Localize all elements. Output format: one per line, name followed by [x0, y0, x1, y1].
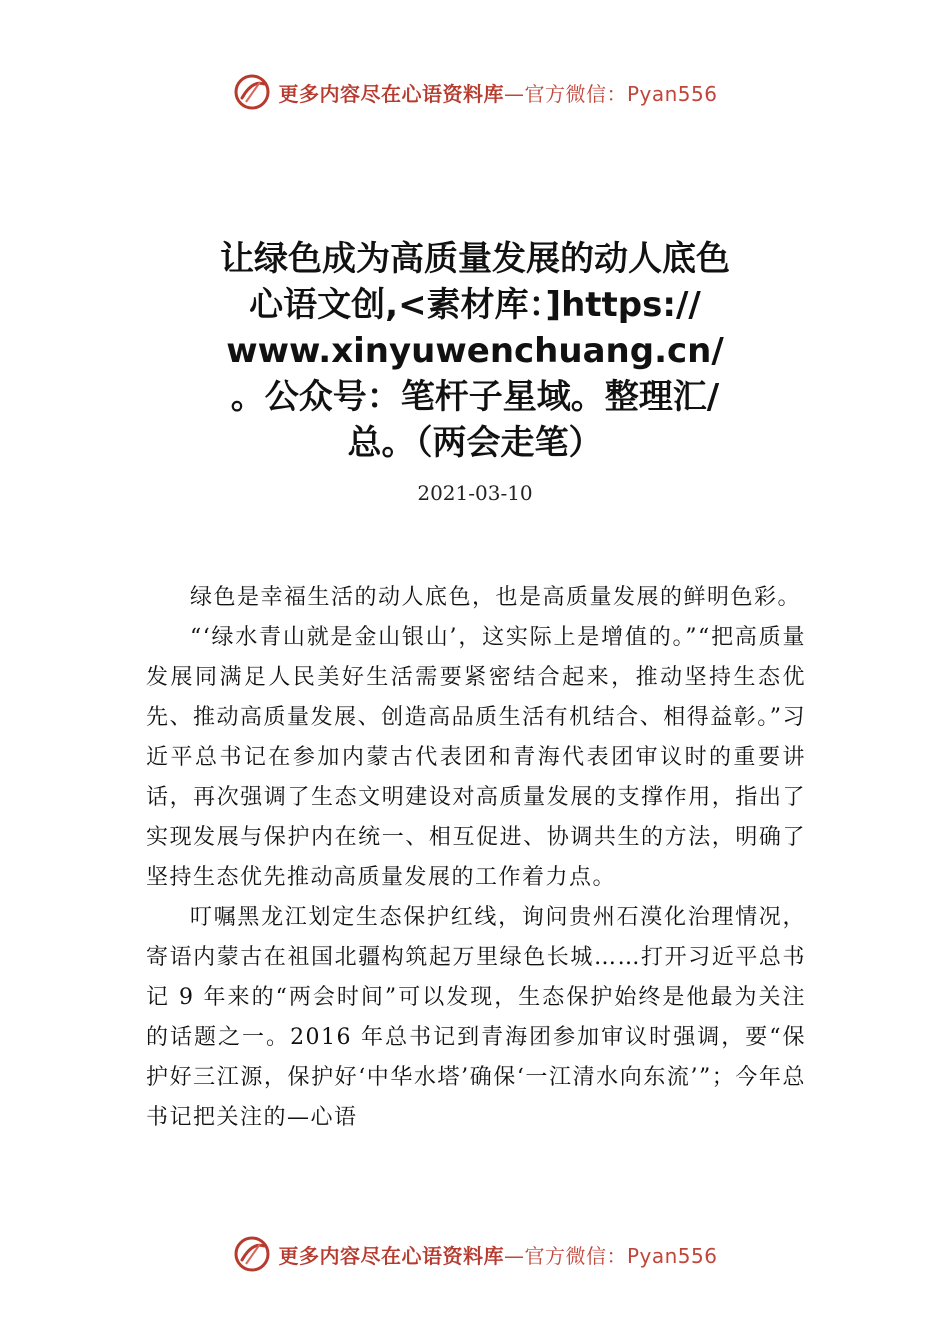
footer-banner-contact: —官方微信：Pyan556: [503, 1243, 718, 1268]
title-line: 心语文创,<素材库：]https://: [249, 285, 701, 325]
document-title: [150, 236, 800, 466]
header-banner: [0, 70, 950, 114]
publish-date: 2021-03-10: [417, 481, 533, 505]
title-line: www.xinyuwenchuang.cn/: [226, 331, 724, 371]
paragraph: 绿色是幸福生活的动人底色，也是高质量发展的鲜明色彩。: [190, 585, 802, 610]
header-banner-contact: —官方微信：Pyan556: [503, 81, 718, 106]
footer-banner-text: 更多内容尽在心语资料库: [278, 1243, 504, 1268]
brand-logo-icon: [232, 1234, 272, 1274]
title-line: 总。（两会走笔）: [347, 423, 603, 463]
header-banner-text: 更多内容尽在心语资料库: [278, 81, 504, 106]
brand-logo-icon: [232, 72, 272, 112]
paragraph: “‘绿水青山就是金山银山’，这实际上是增值的。”“把高质量发展同满足人民美好生活需要紧密结合起来，推动坚持生态优先、推动高质量发展、创造高品质生活有机结合、相得益彰。”习近平总书记在参加内蒙古代表团和青海代表团审议时的重要讲话，再次强调了生态文明建设对高质量发展的支撑作用，指出了实现发展与保护内在统一、相互促进、协调共生的方法，明确了坚持生态优先推动高质量发展的工作着力点。: [146, 625, 806, 890]
article-body: [146, 578, 806, 1138]
title-line: 让绿色成为高质量发展的动人底色: [220, 239, 730, 279]
paragraph: 叮嘱黑龙江划定生态保护红线，询问贵州石漠化治理情况，寄语内蒙古在祖国北疆构筑起万里绿色长城……打开习近平总书记 9 年来的“两会时间”可以发现，生态保护始终是他最为关注的话题之一。2016 年总书记到青海团参加审议时强调，要“保护好三江源，保护好‘中华水塔’确保‘一江清水向东流’”；今年总书记把关注的—心语: [146, 905, 806, 1130]
title-line: 。公众号：笔杆子星域。整理汇/: [230, 377, 720, 417]
footer-banner: [0, 1232, 950, 1276]
